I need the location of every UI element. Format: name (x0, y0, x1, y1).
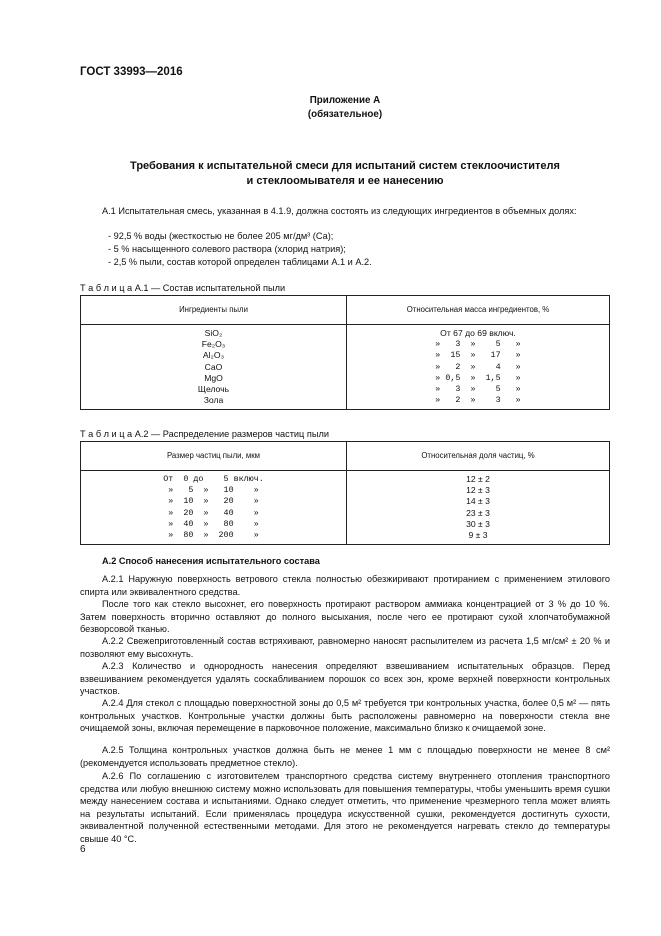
paragraph-a2-1: А.2.1 Наружную поверхность ветрового стекла полностью обезжиривают протиранием с применением этилового спирта или эквивалентного средства. (80, 574, 610, 597)
paragraph-a2-1-cont: После того как стекло высохнет, его поверхность протирают раствором аммиака концентрацией от 3 % до 10 %. Затем поверхность вторично оставляют до полного высыхания, после чего ее протирают сухой хлопчатобумажной безворсовой тканью. (80, 599, 610, 635)
section-a2-heading: А.2 Способ нанесения испытательного состава (102, 556, 320, 566)
paragraph-a2-5: А.2.5 Толщина контрольных участков должна быть не менее 1 мм с площадью поверхности не менее 8 см² (рекомендуется использовать предметное стекло). (80, 745, 610, 768)
intro-paragraph: А.1 Испытательная смесь, указанная в 4.1.9, должна состоять из следующих ингредиентов в объемных долях: (102, 206, 577, 216)
table2-caption: Т а б л и ц а А.2 — Распределение размеров частиц пыли (80, 429, 329, 439)
table-cell: Fe₂O₃ (201, 339, 226, 350)
table2-fraction-column (347, 471, 610, 545)
table2-size-column (81, 471, 347, 545)
appendix-status: (обязательное) (307, 109, 383, 120)
table-cell: 12 ± 2 (466, 474, 490, 484)
table-cell: 14 ± 3 (466, 496, 490, 507)
table-cell: 30 ± 3 (466, 518, 490, 529)
paragraph-a2-2: А.2.2 Свежеприготовленный состав встряхивают, равномерно наносят распылителем из расчета 1,5 мг/см² ± 20 % и позволяют ему высохнуть. (80, 636, 610, 659)
document-header: ГОСТ 33993—2016 (80, 66, 183, 78)
intro-item-salt: - 5 % насыщенного солевого раствора (хлорид натрия); (108, 244, 346, 254)
table-cell: MgO (204, 372, 223, 383)
appendix-heading (80, 94, 610, 122)
table-cell: Al₂O₃ (202, 350, 225, 361)
table1-header-mass: Относительная масса ингредиентов, % (347, 296, 610, 325)
paragraph-a2-6: А.2.6 По соглашению с изготовителем транспортного средства систему внутреннего отопления транспортного средства или любую внешнюю систему можно использовать для повышения температуры, чтобы уменьшить время сушки между нанесением состава и испытаниями. Однако следует отметить, что применение чрезмерного тепла может влиять на результаты испытаний. Если применялась процедура искусственной сушки, рекомендуется достигнуть сухости, эквивалентной полученной естественными методами. Для этого не рекомендуется нагревать стекло до температуры свыше 40 °С. (80, 771, 610, 844)
table-cell: » 15 » 17 » (435, 350, 521, 361)
table2-particle-sizes (80, 441, 610, 545)
page-number: 6 (80, 844, 86, 855)
table-cell: CaO (204, 361, 223, 372)
intro-item-dust: - 2,5 % пыли, состав которой определен таблицами А.1 и А.2. (108, 257, 372, 267)
appendix-main-title (80, 159, 610, 189)
table1-caption: Т а б л и ц а А.1 — Состав испытательной пыли (80, 283, 286, 293)
table1-mass-column (347, 325, 610, 410)
table1-ingredients-column (81, 325, 347, 410)
table-cell: Щелочь (197, 383, 230, 394)
table-cell: » 5 » 10 » (168, 485, 259, 496)
table-cell: » 3 » 5 » (435, 383, 521, 394)
appendix-title: Приложение А (309, 95, 381, 106)
table-cell: » 40 » 80 » (168, 518, 259, 529)
title-line-1: Требования к испытательной смеси для испытаний систем стеклоочистителя (130, 160, 560, 172)
table-cell: Зола (203, 395, 224, 406)
table-cell: » 0,5 » 1,5 » (435, 372, 521, 383)
table-cell: 23 ± 3 (466, 507, 490, 518)
table2-header-size: Размер частиц пыли, мкм (81, 442, 347, 471)
table2-header-fraction: Относительная доля частиц, % (347, 442, 610, 471)
table-cell: » 20 » 40 » (168, 507, 259, 518)
table-cell: » 2 » 4 » (435, 361, 521, 372)
table-cell: От 0 до 5 включ. (163, 474, 264, 484)
table-cell: SiO₂ (204, 328, 223, 338)
table-cell: От 67 до 69 включ. (440, 328, 516, 338)
paragraph-a2-4: А.2.4 Для стекол с площадью поверхностной зоны до 0,5 м² требуется три контрольных участка, более 0,5 м² — пять контрольных участков. Контрольные участки должны быть расположены равномерно на поверхности стекла вне очищаемой зоны, включая перемещение в парковочное положение, максимально близко к очищаемой зоне. (80, 698, 610, 734)
table-cell: 9 ± 3 (468, 529, 488, 540)
table-cell: » 3 » 5 » (435, 339, 521, 350)
paragraph-a2-3: А.2.3 Количество и однородность нанесения определяют взвешиванием испытательных образцов. Перед взвешиванием рекомендуется удалять соскабливанием порошок со всех зон, кроме верхней поверхности контрольных участков. (80, 661, 610, 697)
table-cell: » 80 » 200 » (168, 529, 259, 540)
table-cell: » 2 » 3 » (435, 395, 521, 406)
title-line-2: и стеклоомывателя и ее нанесению (246, 175, 444, 187)
table-cell: 12 ± 3 (466, 485, 490, 496)
intro-item-water: - 92,5 % воды (жесткостью не более 205 мг/дм³ (Са); (108, 231, 334, 241)
table1-dust-composition (80, 295, 610, 410)
table1-header-ingredients: Ингредиенты пыли (81, 296, 347, 325)
table-cell: » 10 » 20 » (168, 496, 259, 507)
